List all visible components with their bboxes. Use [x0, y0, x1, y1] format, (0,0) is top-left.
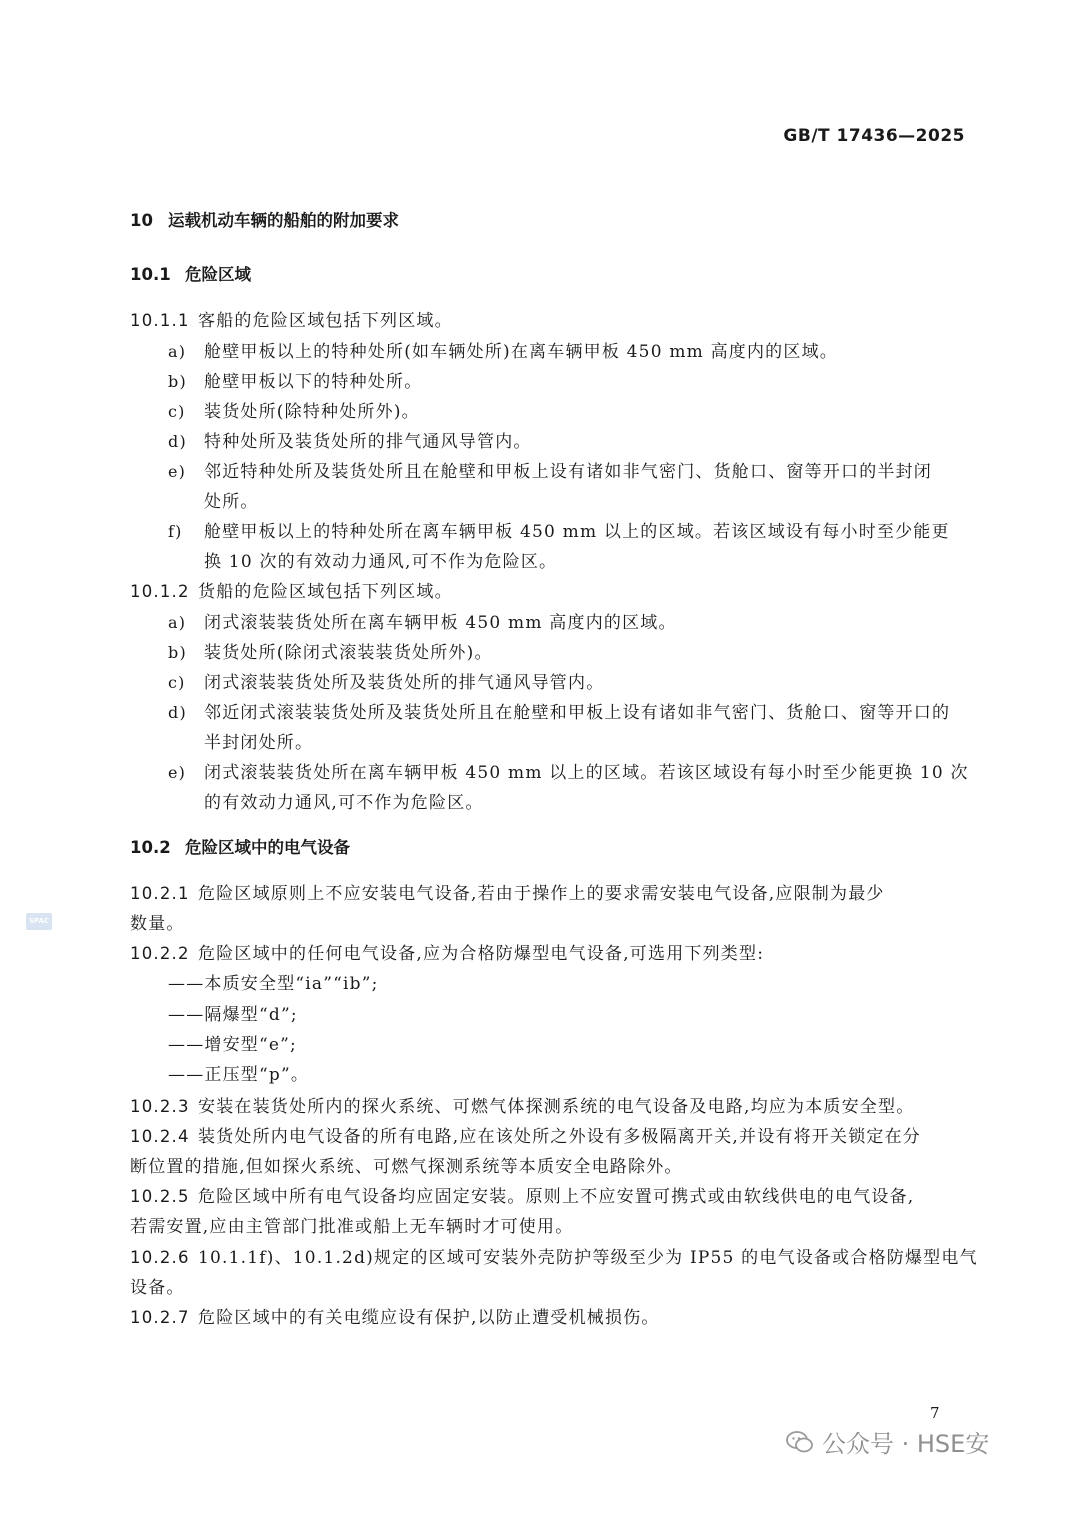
- list-item: [168, 638, 493, 663]
- list-item: [168, 427, 532, 452]
- clause-text: 装货处所内电气设备的所有电路,应在该处所之外设有多极隔离开关,并设有将开关锁定在分: [198, 1127, 922, 1147]
- clause-10-2-1: [130, 879, 885, 904]
- section-title: 危险区域: [185, 265, 251, 284]
- list-item-label: d): [168, 432, 187, 451]
- section-title: 危险区域中的电气设备: [185, 838, 350, 857]
- list-item-label: e): [168, 763, 187, 782]
- section-10-heading: [130, 207, 399, 231]
- list-item-text: 闭式滚装装货处所在离车辆甲板 450 mm 以上的区域。若该区域设有每小时至少能更换 10 次: [204, 763, 969, 783]
- watermark-logo: SPAC: [26, 913, 52, 930]
- list-item-text: 闭式滚装装货处所在离车辆甲板 450 mm 高度内的区域。: [204, 613, 677, 633]
- clause-number: 10.1.2: [130, 582, 190, 601]
- list-item: [168, 397, 420, 422]
- list-item-continuation: 处所。: [204, 492, 259, 512]
- section-10-2-heading: [130, 834, 350, 858]
- clause-text: 10.1.1f)、10.1.2d)规定的区域可安装外壳防护等级至少为 IP55 的电气设备或合格防爆型电气: [198, 1248, 978, 1268]
- clause-number: 10.2.4: [130, 1127, 190, 1146]
- list-item: [168, 608, 677, 633]
- list-item-continuation: 半封闭处所。: [204, 733, 314, 753]
- clause-10-2-4: [130, 1122, 921, 1147]
- clause-text: 安装在装货处所内的探火系统、可燃气体探测系统的电气设备及电路,均应为本质安全型。: [198, 1097, 915, 1117]
- clause-number: 10.2.2: [130, 944, 190, 963]
- list-item-text: 邻近闭式滚装装货处所及装货处所且在舱壁和甲板上设有诸如非气密门、货舱口、窗等开口的: [204, 703, 951, 723]
- section-10-1-heading: [130, 261, 251, 285]
- watermark-footer: [786, 1424, 989, 1459]
- clause-10-1-2: [130, 577, 453, 602]
- list-item-label: c): [168, 673, 186, 692]
- clause-10-1-1: [130, 306, 453, 331]
- clause-text: 危险区域中的任何电气设备,应为合格防爆型电气设备,可选用下列类型:: [198, 944, 765, 964]
- dash-item: ——增安型“e”;: [168, 1035, 297, 1055]
- list-item-label: e): [168, 462, 187, 481]
- list-item-label: b): [168, 372, 187, 391]
- dash-item: ——隔爆型“d”;: [168, 1005, 298, 1025]
- list-item: [168, 698, 950, 723]
- list-item-text: 邻近特种处所及装货处所且在舱壁和甲板上设有诸如非气密门、货舱口、窗等开口的半封闭: [204, 462, 932, 482]
- list-item-text: 装货处所(除闭式滚装装货处所外)。: [204, 643, 493, 663]
- list-item: [168, 367, 422, 392]
- clause-10-2-7: [130, 1303, 660, 1328]
- clause-10-2-2: [130, 939, 764, 964]
- list-item-label: c): [168, 402, 186, 421]
- watermark-text: 公众号 · HSE安: [822, 1430, 990, 1458]
- list-item-continuation: 换 10 次的有效动力通风,可不作为危险区。: [204, 552, 558, 572]
- clause-continuation: 设备。: [130, 1278, 185, 1298]
- clause-continuation: 若需安置,应由主管部门批准或船上无车辆时才可使用。: [130, 1217, 574, 1237]
- clause-number: 10.2.7: [130, 1308, 190, 1327]
- list-item: [168, 337, 838, 362]
- list-item-text: 舱壁甲板以上的特种处所在离车辆甲板 450 mm 以上的区域。若该区域设有每小时至少能更: [204, 522, 950, 542]
- list-item-label: f): [168, 522, 183, 541]
- clause-continuation: 数量。: [130, 914, 185, 934]
- clause-10-2-5: [130, 1182, 914, 1207]
- clause-text: 危险区域中的有关电缆应设有保护,以防止遭受机械损伤。: [198, 1308, 660, 1328]
- section-title: 运载机动车辆的船舶的附加要求: [168, 211, 399, 230]
- standard-code: GB/T 17436—2025: [783, 126, 965, 146]
- list-item: [168, 758, 969, 783]
- list-item-label: a): [168, 613, 187, 632]
- clause-10-2-3: [130, 1092, 914, 1117]
- clause-continuation: 断位置的措施,但如探火系统、可燃气探测系统等本质安全电路除外。: [130, 1157, 683, 1177]
- page-number: 7: [930, 1404, 940, 1422]
- list-item-label: b): [168, 643, 187, 662]
- clause-text: 危险区域中所有电气设备均应固定安装。原则上不应安置可携式或由软线供电的电气设备,: [198, 1187, 915, 1207]
- clause-number: 10.2.5: [130, 1187, 190, 1206]
- clause-text: 货船的危险区域包括下列区域。: [198, 582, 453, 602]
- section-number: 10.1: [130, 265, 171, 284]
- list-item: [168, 668, 604, 693]
- list-item: [168, 457, 932, 482]
- list-item-text: 装货处所(除特种处所外)。: [204, 402, 420, 422]
- clause-number: 10.1.1: [130, 311, 190, 330]
- clause-number: 10.2.3: [130, 1097, 190, 1116]
- clause-number: 10.2.1: [130, 884, 190, 903]
- clause-text: 客船的危险区域包括下列区域。: [198, 311, 453, 331]
- clause-number: 10.2.6: [130, 1248, 190, 1267]
- clause-text: 危险区域原则上不应安装电气设备,若由于操作上的要求需安装电气设备,应限制为最少: [198, 884, 885, 904]
- section-number: 10: [130, 211, 153, 230]
- list-item-text: 特种处所及装货处所的排气通风导管内。: [204, 432, 532, 452]
- list-item-text: 舱壁甲板以上的特种处所(如车辆处所)在离车辆甲板 450 mm 高度内的区域。: [204, 342, 838, 362]
- dash-item: ——正压型“p”。: [168, 1065, 310, 1085]
- clause-10-2-6: [130, 1243, 978, 1268]
- wechat-icon: [786, 1430, 814, 1454]
- list-item-text: 舱壁甲板以下的特种处所。: [204, 372, 423, 392]
- list-item-label: d): [168, 703, 187, 722]
- list-item-continuation: 的有效动力通风,可不作为危险区。: [204, 793, 484, 813]
- list-item-text: 闭式滚装装货处所及装货处所的排气通风导管内。: [204, 673, 605, 693]
- list-item: [168, 517, 950, 542]
- list-item-label: a): [168, 342, 187, 361]
- section-number: 10.2: [130, 838, 171, 857]
- dash-item: ——本质安全型“ia”“ib”;: [168, 974, 379, 994]
